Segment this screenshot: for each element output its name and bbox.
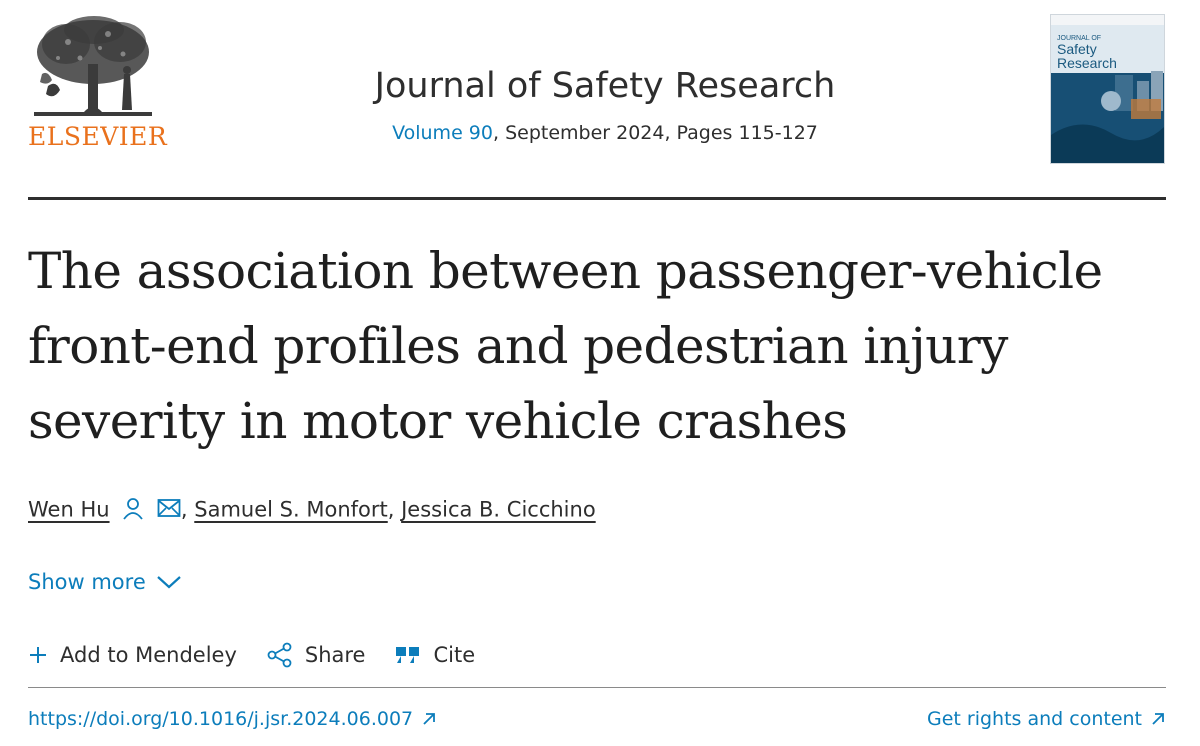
author-link-0[interactable]: Wen Hu [28,497,110,522]
cover-title [1057,35,1117,70]
show-more-label: Show more [28,570,146,594]
show-more-button[interactable] [28,570,182,594]
share-label: Share [304,643,366,667]
issue-info [300,122,910,144]
actions-divider [28,687,1166,688]
mendeley-label: Add to Mendeley [60,643,237,667]
mail-icon[interactable] [157,498,181,523]
cite-button[interactable] [395,643,475,667]
rights-text: Get rights and content [926,708,1142,730]
get-rights-link[interactable] [927,708,1166,730]
add-to-mendeley-button[interactable] [28,643,237,667]
external-link-icon [1150,711,1166,727]
person-icon[interactable] [122,496,144,525]
plus-icon [28,645,48,665]
chevron-down-icon [156,574,182,590]
author-link-2[interactable]: Jessica B. Cicchino [401,497,596,522]
article-title: The association between passenger-vehicle front-end profiles and pedestrian injury severity in motor vehicle crashes [28,242,1103,450]
doi-text: https://doi.org/10.1016/j.jsr.2024.06.007 [28,708,414,730]
elsevier-wordmark: ELSEVIER [28,122,168,151]
cover-line-2: Safety [1057,41,1097,57]
author-list [28,496,596,525]
cite-label: Cite [433,643,476,667]
article-actions [28,642,505,668]
cover-line-1: JOURNAL OF [1057,35,1102,42]
volume-link[interactable]: Volume 90 [392,122,493,144]
share-button[interactable] [267,642,366,668]
author-link-1[interactable]: Samuel S. Monfort [194,497,388,522]
header-divider [28,197,1166,200]
tree-of-knowledge-icon [28,14,158,120]
journal-header [0,0,1200,200]
external-link-icon [421,711,437,727]
cover-line-3: Research [1057,55,1117,71]
doi-link[interactable] [28,708,437,730]
journal-title[interactable]: Journal of Safety Research [374,66,836,106]
share-icon [267,642,293,668]
quote-icon [395,645,421,665]
elsevier-logo[interactable] [28,14,168,154]
author-separator: , [387,497,402,522]
author-separator: , [180,497,195,522]
journal-cover-thumbnail[interactable] [1050,14,1165,164]
issue-details: , September 2024, Pages 115-127 [492,122,818,144]
